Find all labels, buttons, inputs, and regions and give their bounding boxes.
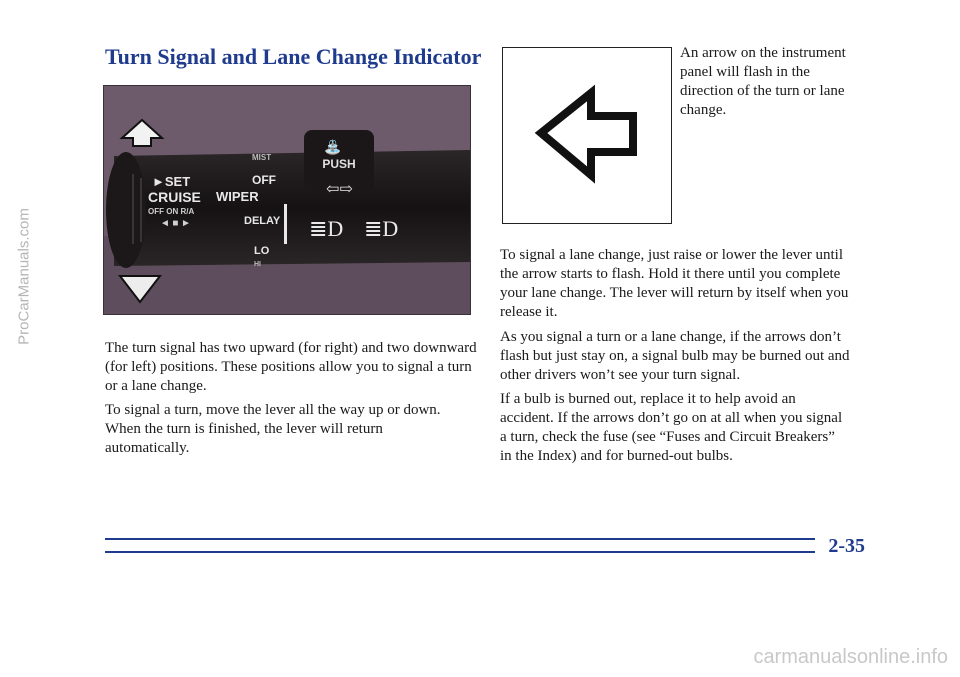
right-paragraph-1: To signal a lane change, just raise or lower the lever until the arrow starts to flash. Hold it there until you complete your lane change. The lever will return by itself when you release it. xyxy=(500,247,849,320)
hi-label: HI xyxy=(254,261,261,268)
watermark-left: ProCarManuals.com xyxy=(15,208,33,345)
turn-signal-lever-photo xyxy=(103,85,471,315)
right-paragraph-3: If a bulb is burned out, replace it to help avoid an accident. If the arrows don’t go on at all when you signal a turn, check the fuse (see “Fuses and Circuit Breakers” in the Index) and for burned-out bulbs. xyxy=(500,391,843,464)
washer-icon: ⛲ xyxy=(324,141,342,156)
set-label: ►SET xyxy=(152,174,191,189)
section-title: Turn Signal and Lane Change Indicator xyxy=(105,44,482,69)
delay-label: DELAY xyxy=(244,215,281,227)
lo-label: LO xyxy=(254,245,270,257)
footer-rule-top xyxy=(105,538,815,540)
turn-arrows-icon: ⇦⇨ xyxy=(326,181,353,198)
page-number: 2-35 xyxy=(828,535,865,557)
toggle-arrows-icon: ◄ ■ ► xyxy=(160,218,191,229)
left-arrow-icon xyxy=(541,93,633,175)
left-paragraph-2: To signal a turn, move the lever all the way up or down. When the turn is finished, the lever will return automatically. xyxy=(105,402,441,456)
wiper-label: WIPER xyxy=(216,189,259,204)
off-label: OFF xyxy=(252,173,276,187)
push-label: PUSH xyxy=(322,157,356,171)
off-on-ra-label: OFF ON R/A xyxy=(148,207,195,216)
footer-rule-bottom xyxy=(105,551,815,553)
instrument-panel-indicator xyxy=(502,47,672,224)
cruise-label: CRUISE xyxy=(148,189,201,205)
headlamp-icon: ≣D xyxy=(309,216,344,241)
right-paragraph-2: As you signal a turn or a lane change, if the arrows don’t flash but just stay on, a signal bulb may be burned out and other drivers won’t see your turn signal. xyxy=(500,329,850,383)
watermark-bottom: carmanualsonline.info xyxy=(753,646,948,668)
mist-label: MIST xyxy=(252,153,272,162)
fog-lamp-icon: ≣D xyxy=(364,216,399,241)
left-paragraph-1: The turn signal has two upward (for right) and two downward (for left) positions. These positions allow you to signal a turn or a lane change. xyxy=(105,340,477,394)
indicator-caption: An arrow on the instrument panel will flash in the direction of the turn or lane change. xyxy=(680,45,846,118)
